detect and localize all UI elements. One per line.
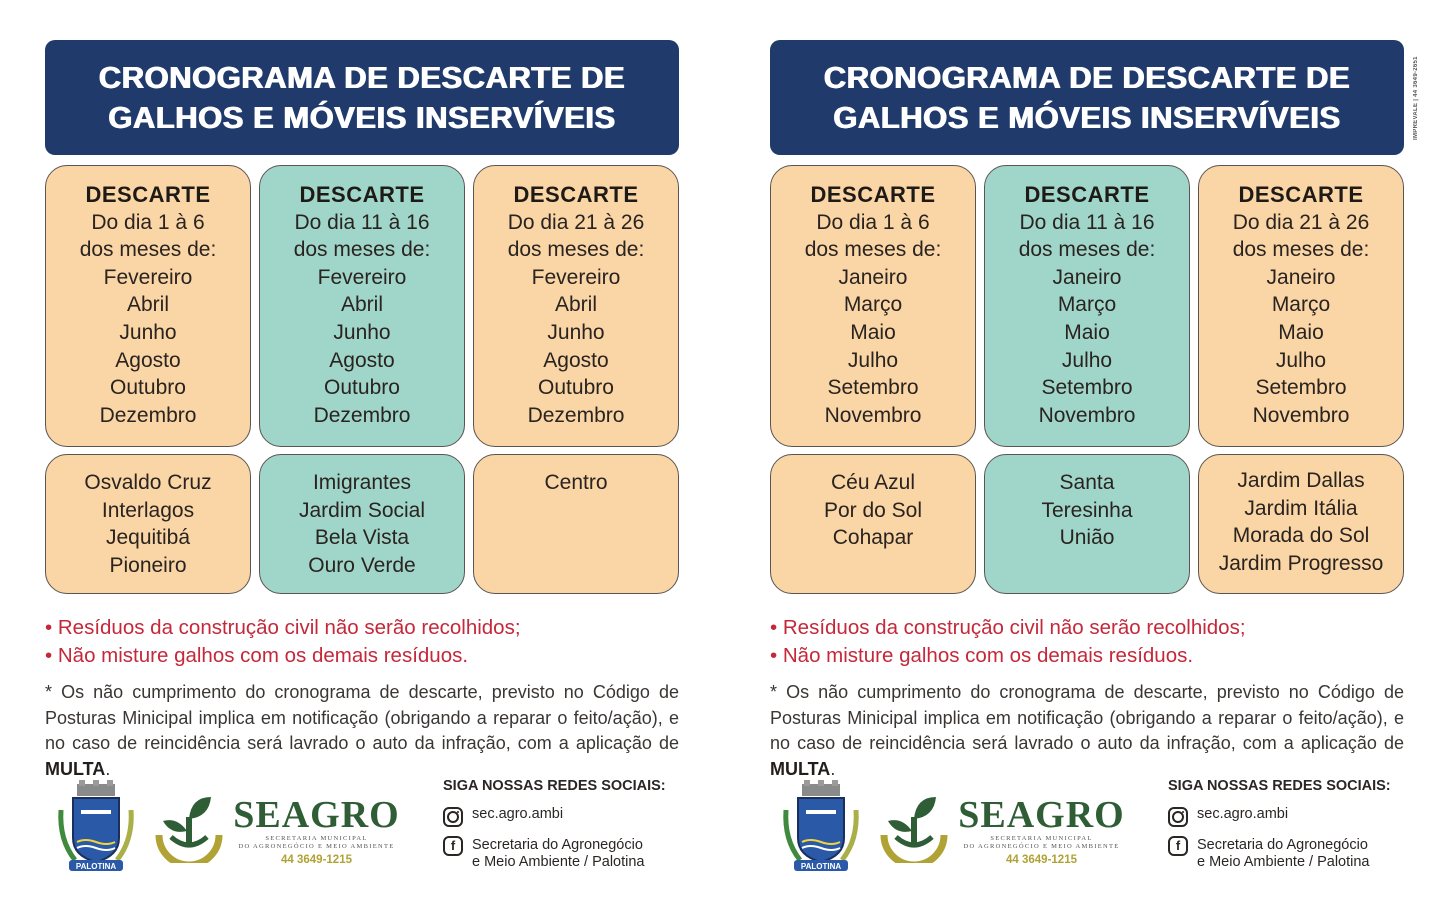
month: Abril: [340, 293, 383, 317]
month: Abril: [554, 293, 597, 317]
month: Setembro: [827, 376, 919, 400]
month: Novembro: [1252, 403, 1350, 427]
header-line-1: CRONOGRAMA DE DESCARTE DE: [823, 59, 1351, 95]
month: Março: [1271, 293, 1331, 317]
neighborhood-box-2: [984, 454, 1190, 594]
warning-item: • Não misture galhos com os demais resíduos.: [45, 642, 679, 670]
warnings: [770, 614, 1404, 670]
month: Julho: [1275, 348, 1327, 372]
seagro-logo-icon: [880, 795, 948, 863]
neighborhood-box-2: [259, 454, 465, 594]
month: Maio: [1064, 320, 1110, 344]
neighborhood: Cohapar: [832, 526, 914, 550]
month: Março: [843, 293, 903, 317]
flyer-right: [770, 40, 1404, 782]
month: Agosto: [543, 348, 609, 372]
social-links: SIGA NOSSAS REDES SOCIAIS: sec.agro.ambi f Secretaria do Agronegócio e Meio Ambiente / Palotina: [443, 778, 683, 879]
footer-right: [770, 770, 1404, 880]
neighborhood: Por do Sol: [823, 498, 923, 522]
schedule-intro: dos meses de:: [293, 238, 431, 262]
instagram-icon: [443, 807, 463, 827]
neighborhood-box-1: [770, 454, 976, 594]
schedule-days: Do dia 11 à 16: [294, 210, 430, 234]
neighborhood: Interlagos: [101, 498, 195, 522]
month: Dezembro: [527, 403, 625, 427]
svg-text:PALOTINA: PALOTINA: [800, 862, 842, 871]
schedule-title: DESCARTE: [1024, 182, 1150, 207]
schedule-days: Do dia 21 à 26: [507, 210, 645, 234]
instagram-link[interactable]: sec.agro.ambi: [443, 806, 683, 827]
schedule-title: DESCARTE: [299, 182, 425, 207]
header-line-2: GALHOS E MÓVEIS INSERVÍVEIS: [833, 99, 1341, 135]
palotina-crest-icon: [55, 780, 137, 875]
palotina-crest-icon: [780, 780, 862, 875]
month: Julho: [847, 348, 899, 372]
neighborhood-box-1: [45, 454, 251, 594]
month: Julho: [1061, 348, 1113, 372]
warning-item: • Resíduos da construção civil não serão recolhidos;: [45, 614, 679, 642]
social-links: SIGA NOSSAS REDES SOCIAIS: sec.agro.ambi f Secretaria do Agronegócio e Meio Ambiente / Palotina: [1168, 778, 1408, 879]
month: Maio: [1278, 320, 1324, 344]
neighborhood: Jardim Social: [298, 498, 426, 522]
warning-item: • Resíduos da construção civil não serão recolhidos;: [770, 614, 1404, 642]
month: Fevereiro: [103, 265, 193, 289]
flyer-header: [770, 40, 1404, 155]
print-tag: IMPREVALE | 44 3649-2651: [1413, 56, 1419, 140]
facebook-icon: f: [443, 836, 463, 856]
neighborhood-box-3: [473, 454, 679, 594]
phone-number: 44 3649-1215: [281, 854, 352, 866]
month: Janeiro: [838, 265, 908, 289]
schedule-title: DESCARTE: [513, 182, 639, 207]
month: Janeiro: [1266, 265, 1336, 289]
schedule-box-days-21-26: [473, 165, 679, 447]
schedule-intro: dos meses de:: [1232, 238, 1370, 262]
schedule-box-days-11-16: [984, 165, 1190, 447]
neighborhood: Teresinha: [1041, 498, 1133, 522]
neighborhood: Céu Azul: [830, 471, 916, 494]
seagro-wordmark: SEAGRO SECRETARIA MUNICIPAL DO AGRONEGÓCIO E MEIO AMBIENTE 44 3649-1215: [229, 795, 404, 866]
schedule-intro: dos meses de:: [79, 238, 217, 262]
month: Junho: [333, 320, 391, 344]
month: Outubro: [324, 376, 400, 400]
neighborhood: Centro: [544, 471, 608, 494]
schedule-box-days-11-16: [259, 165, 465, 447]
month: Fevereiro: [317, 265, 407, 289]
instagram-link[interactable]: sec.agro.ambi: [1168, 806, 1408, 827]
neighborhood: Pioneiro: [109, 553, 187, 577]
neighborhood: Santa: [1059, 471, 1115, 494]
month: Agosto: [329, 348, 395, 372]
month: Junho: [547, 320, 605, 344]
month: Abril: [126, 293, 169, 317]
fine-emphasis: MULTA: [770, 758, 831, 779]
seagro-wordmark: SEAGRO SECRETARIA MUNICIPAL DO AGRONEGÓCIO E MEIO AMBIENTE 44 3649-1215: [954, 795, 1129, 866]
month: Junho: [119, 320, 177, 344]
neighborhood: Jardim Dallas: [1237, 469, 1365, 492]
instagram-icon: [1168, 807, 1188, 827]
header-line-2: GALHOS E MÓVEIS INSERVÍVEIS: [108, 99, 616, 135]
flyer-left: [45, 40, 679, 782]
schedule-intro: dos meses de:: [1018, 238, 1156, 262]
seagro-logo-icon: [155, 795, 223, 863]
month: Dezembro: [313, 403, 411, 427]
schedule-grid: [770, 165, 1404, 594]
facebook-link[interactable]: f Secretaria do Agronegócio e Meio Ambiente / Palotina: [1168, 835, 1408, 871]
phone-number: 44 3649-1215: [1006, 854, 1077, 866]
facebook-icon: f: [1168, 836, 1188, 856]
month: Novembro: [1038, 403, 1136, 427]
schedule-days: Do dia 11 à 16: [1019, 210, 1155, 234]
legal-note: * Os não cumprimento do cronograma de descarte, previsto no Código de Posturas Minicipal implica em notificação (obrigando a reparar o feito/ação), e no caso de reincidência será lavrado o auto da infração, com a aplicação de MULTA.: [770, 682, 1404, 779]
header-line-1: CRONOGRAMA DE DESCARTE DE: [98, 59, 626, 95]
month: Março: [1057, 293, 1117, 317]
schedule-title: DESCARTE: [85, 182, 211, 207]
neighborhood: Osvaldo Cruz: [84, 471, 212, 494]
month: Outubro: [538, 376, 614, 400]
svg-text:PALOTINA: PALOTINA: [75, 862, 117, 871]
neighborhood: Jequitibá: [105, 526, 191, 550]
flyer-header: [45, 40, 679, 155]
neighborhood: Jardim Progresso: [1218, 551, 1384, 575]
schedule-days: Do dia 1 à 6: [816, 210, 930, 234]
schedule-box-days-1-6: [45, 165, 251, 447]
neighborhood: Ouro Verde: [308, 553, 416, 577]
month: Setembro: [1255, 376, 1347, 400]
month: Outubro: [110, 376, 186, 400]
month: Dezembro: [99, 403, 197, 427]
schedule-box-days-1-6: [770, 165, 976, 447]
month: Fevereiro: [531, 265, 621, 289]
neighborhood: Bela Vista: [314, 526, 410, 550]
neighborhood: Morada do Sol: [1232, 524, 1370, 548]
month: Maio: [850, 320, 896, 344]
neighborhood: Jardim Itália: [1244, 496, 1358, 520]
schedule-grid: [45, 165, 679, 594]
fine-emphasis: MULTA: [45, 758, 106, 779]
month: Novembro: [824, 403, 922, 427]
facebook-link[interactable]: f Secretaria do Agronegócio e Meio Ambiente / Palotina: [443, 835, 683, 871]
schedule-title: DESCARTE: [810, 182, 936, 207]
neighborhood-box-3: [1198, 454, 1404, 594]
month: Janeiro: [1052, 265, 1122, 289]
neighborhood: União: [1059, 526, 1115, 550]
schedule-intro: dos meses de:: [804, 238, 942, 262]
schedule-intro: dos meses de:: [507, 238, 645, 262]
warning-item: • Não misture galhos com os demais resíduos.: [770, 642, 1404, 670]
legal-note: * Os não cumprimento do cronograma de descarte, previsto no Código de Posturas Minicipal implica em notificação (obrigando a reparar o feito/ação), e no caso de reincidência será lavrado o auto da infração, com a aplicação de MULTA.: [45, 682, 679, 779]
schedule-title: DESCARTE: [1238, 182, 1364, 207]
schedule-days: Do dia 21 à 26: [1232, 210, 1370, 234]
month: Agosto: [115, 348, 181, 372]
month: Setembro: [1041, 376, 1133, 400]
schedule-days: Do dia 1 à 6: [91, 210, 205, 234]
schedule-box-days-21-26: [1198, 165, 1404, 447]
warnings: [45, 614, 679, 670]
neighborhood: Imigrantes: [312, 471, 412, 494]
footer-left: [45, 770, 679, 880]
